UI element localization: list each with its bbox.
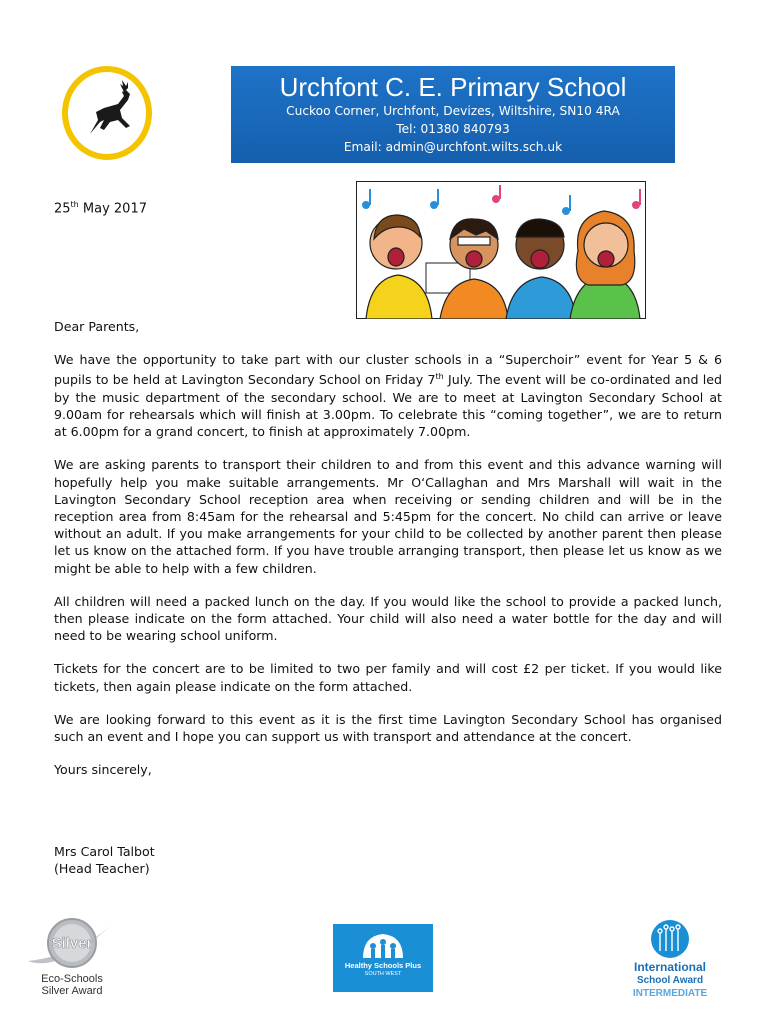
letter-date: 25th May 2017 (54, 200, 147, 217)
signer-title: (Head Teacher) (54, 861, 150, 877)
paragraph-4: Tickets for the concert are to be limited to two per family and will cost £2 per ticket. If you would like tickets, then again please indicate on the form attached. (54, 661, 722, 694)
letter-body (54, 318, 722, 778)
intl-caption-3: INTERMEDIATE (632, 988, 708, 999)
international-school-award-logo (620, 919, 720, 1005)
healthy-schools-plus-logo (333, 924, 433, 992)
paragraph-5: We are looking forward to this event as it is the first time Lavington Secondary School has organised such an event and I hope you can support us with transport and attendance at the concert. (54, 711, 722, 745)
choir-illustration (356, 181, 646, 319)
intl-caption-1: International (633, 960, 706, 974)
paragraph-3: All children will need a packed lunch on the day. If you would like the school to provide a packed lunch, then please indicate on the form attached. Your child will also need a water bottle for the day and will need to be wearing school uniform. (54, 593, 722, 644)
paragraph-2: We are asking parents to transport their children to and from this event and this advance warning will hopefully help you make suitable arrangements. Mr O‘Callaghan and Mrs Marshall will wait in the Lavington Secondary School reception area when receiving or sending children and will be in the reception area from 8:45am for the rehearsal and 5:45pm for the concert. No child can arrive or leave without an adult. If you make arrangements for your child to be collected by another parent then please let us know on the attached form. If you have trouble arranging transport, then please let us know as we might be able to help with a few children. (54, 457, 722, 576)
school-address: Cuckoo Corner, Urchfont, Devizes, Wiltshire, SN10 4RA (286, 104, 620, 118)
eco-caption-1: Eco-Schools (41, 973, 103, 985)
paragraph-1: We have the opportunity to take part with our cluster schools in a “Superchoir” event for Year 5 & 6 pupils to be held at Lavington Secondary School on Friday 7th July. The event will be co-ordinated and led by the music department of the secondary school. We are to meet at Lavington Secondary School at 9.00am for rehearsals which will finish at 3.00pm. To celebrate this “coming together”, we are to return at 6.00pm for a grand concert, to finish at approximately 7.00pm. (54, 352, 723, 440)
eco-caption-2: Silver Award (41, 985, 103, 997)
intl-caption-2: School Award (636, 975, 704, 986)
signer-name: Mrs Carol Talbot (54, 844, 155, 859)
globe-icon (620, 919, 720, 961)
eco-schools-award-logo (20, 915, 124, 1001)
school-logo (60, 64, 154, 162)
eco-badge-icon (20, 915, 124, 975)
school-name: Urchfont C. E. Primary School (279, 72, 627, 102)
svg-text:Silver: Silver (51, 935, 93, 952)
school-tel: Tel: 01380 840793 (396, 122, 510, 136)
closing: Yours sincerely, (54, 762, 152, 778)
signature-block (54, 843, 155, 877)
singer-4 (570, 211, 640, 319)
school-email: Email: admin@urchfont.wilts.sch.uk (343, 140, 563, 154)
healthy-schools-icon (333, 924, 433, 960)
healthy-caption-2: SOUTH WEST (364, 971, 402, 977)
school-header (231, 66, 675, 163)
salutation: Dear Parents, (54, 319, 140, 334)
healthy-caption-1: Healthy Schools Plus (344, 961, 422, 970)
